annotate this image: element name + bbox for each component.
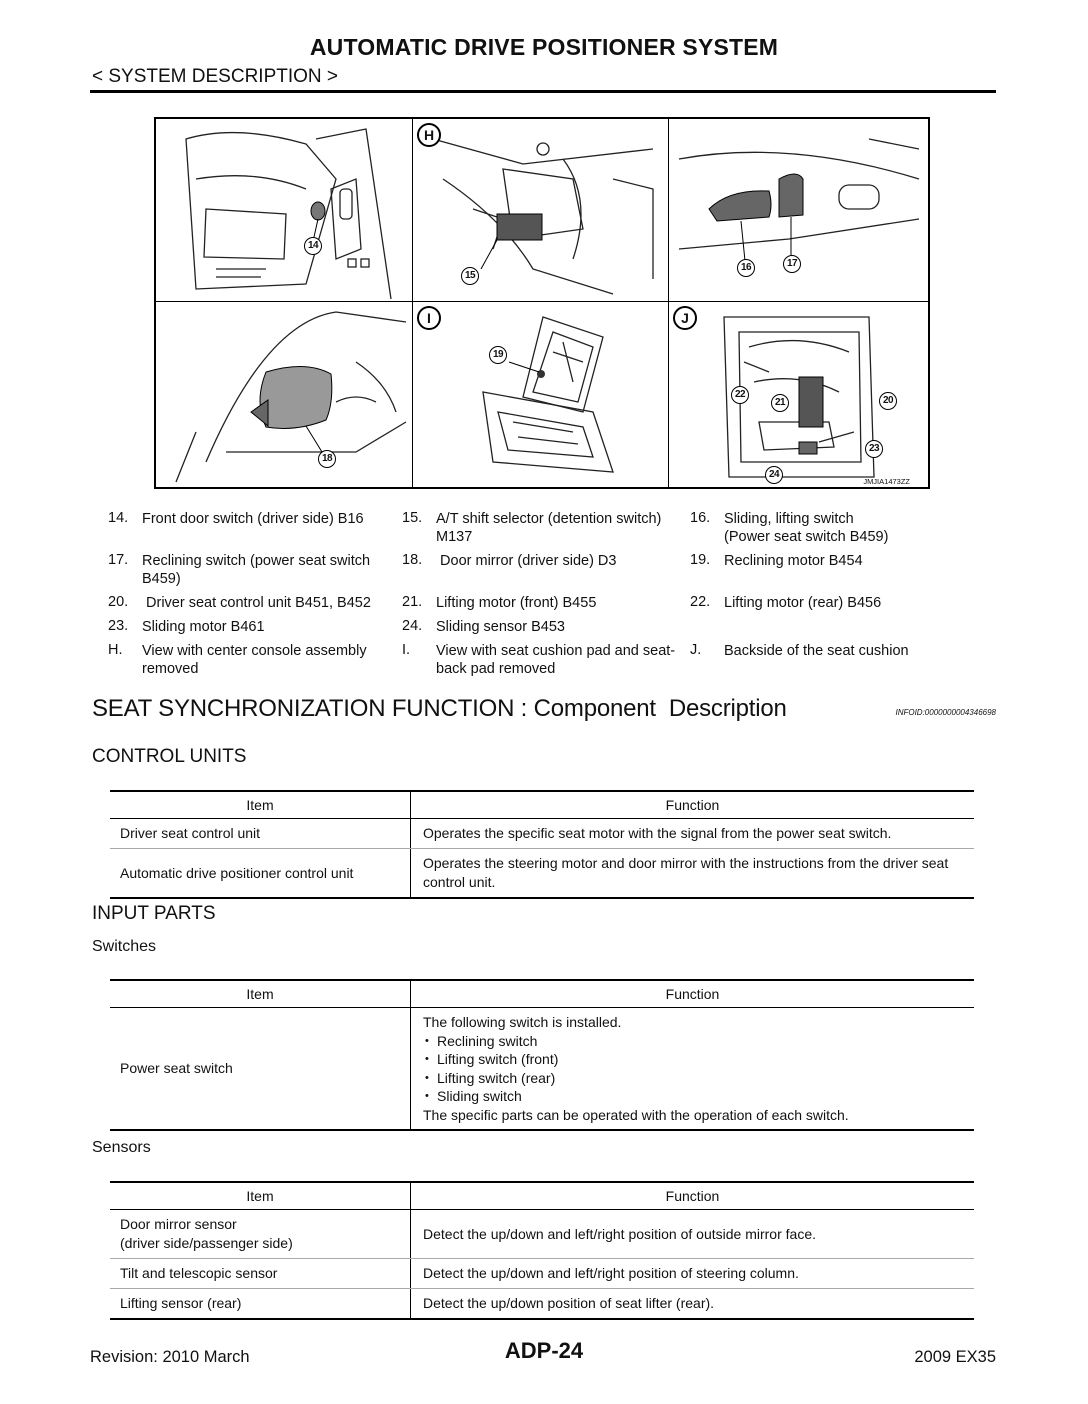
legend-row [108,618,928,636]
legend-item: 21. Lifting motor (front) B455 [402,594,597,611]
switch-list [423,1032,964,1106]
function-outro: The specific parts can be operated with the operation of each switch. [423,1106,849,1123]
function-section-title: SEAT SYNCHRONIZATION FUNCTION : Component Description [92,695,787,722]
function-cell [411,1008,975,1131]
component-location-figure [154,117,930,489]
list-item: • Lifting switch (front) [423,1050,964,1069]
function-cell: Operates the steering motor and door mirror with the instructions from the driver seat control unit. [411,849,975,899]
table-row [110,1008,974,1131]
table-row [110,1259,974,1289]
item-cell [110,1210,411,1259]
panel-h-console [413,119,668,301]
callout-23: 23 [865,440,883,458]
info-id: INFOID:0000000004346698 [895,708,996,717]
panel-door-mirror [156,302,412,489]
legend-row [108,594,928,612]
table-row [110,819,974,849]
section-header: < SYSTEM DESCRIPTION > [92,66,338,87]
table-row [110,849,974,899]
column-header-function: Function [411,1182,975,1210]
sensors-table [110,1181,974,1320]
legend-item: I. View with seat cushion pad and seat-back pad removed [402,642,676,677]
switches-heading: Switches [92,938,157,955]
item-cell: Tilt and telescopic sensor [110,1259,411,1289]
item-line: Door mirror sensor [120,1216,237,1232]
legend-item: 14. Front door switch (driver side) B16 [108,510,364,527]
item-cell: Driver seat control unit [110,819,411,849]
function-intro: The following switch is installed. [423,1014,622,1030]
table-row [110,1289,974,1320]
list-item: • Lifting switch (rear) [423,1069,964,1088]
seat-side-drawing [669,119,930,301]
control-units-table [110,790,974,899]
legend-item: 20. Driver seat control unit B451, B452 [108,594,371,611]
callout-22: 22 [731,386,749,404]
panel-label-i: I [417,306,441,330]
item-cell: Automatic drive positioner control unit [110,849,411,899]
table-row [110,1210,974,1259]
column-header-item: Item [110,980,411,1008]
legend-item: J. Backside of the seat cushion [690,642,909,659]
column-header-item: Item [110,791,411,819]
table-header-row [110,1182,974,1210]
door-drawing [156,119,412,301]
input-parts-heading: INPUT PARTS [92,903,216,924]
legend-row [108,552,928,588]
console-drawing [413,119,668,301]
list-item: • Sliding switch [423,1087,964,1106]
item-line: (driver side/passenger side) [120,1235,293,1251]
panel-j-seat-underside [669,302,930,489]
column-header-function: Function [411,791,975,819]
sensors-heading: Sensors [92,1139,151,1156]
legend-row [108,642,928,678]
function-cell: Detect the up/down position of seat lifter (rear). [411,1289,975,1320]
figure-legend [108,510,928,684]
callout-17: 17 [783,255,801,273]
page-title: AUTOMATIC DRIVE POSITIONER SYSTEM [309,34,779,60]
legend-item: 16. Sliding, lifting switch (Power seat switch B459) [690,510,889,545]
callout-14: 14 [304,237,322,255]
panel-seat-switches [669,119,930,301]
legend-item: 15. A/T shift selector (detention switch) M137 [402,510,662,545]
panel-i-seat-frame [413,302,668,489]
footer-revision: Revision: 2010 March [90,1348,250,1366]
legend-item: 18. Door mirror (driver side) D3 [402,552,617,569]
header-rule [90,90,996,93]
legend-item: 23. Sliding motor B461 [108,618,265,635]
control-units-heading: CONTROL UNITS [92,746,247,767]
function-cell: Operates the specific seat motor with the signal from the power seat switch. [411,819,975,849]
callout-15: 15 [461,267,479,285]
table-header-row [110,791,974,819]
figure-id: JMJIA1473ZZ [863,477,910,486]
footer-page-number: ADP-24 [504,1338,584,1363]
column-header-function: Function [411,980,975,1008]
panel-door-switch [156,119,412,301]
legend-item [690,618,928,636]
callout-20: 20 [879,392,897,410]
function-cell: Detect the up/down and left/right position of steering column. [411,1259,975,1289]
legend-item: 17. Reclining switch (power seat switch B459) [108,552,371,587]
legend-item: 19. Reclining motor B454 [690,552,863,569]
legend-item: H. View with center console assembly removed [108,642,367,677]
item-cell: Power seat switch [110,1008,411,1131]
legend-item: 24. Sliding sensor B453 [402,618,565,635]
list-item: • Reclining switch [423,1032,964,1051]
callout-24: 24 [765,466,783,484]
legend-row [108,510,928,546]
mirror-drawing [156,302,412,489]
function-cell: Detect the up/down and left/right position of outside mirror face. [411,1210,975,1259]
column-header-item: Item [110,1182,411,1210]
callout-16: 16 [737,259,755,277]
table-header-row [110,980,974,1008]
panel-label-h: H [417,123,441,147]
legend-item: 22. Lifting motor (rear) B456 [690,594,882,611]
callout-19: 19 [489,346,507,364]
callout-21: 21 [771,394,789,412]
panel-label-j: J [673,306,697,330]
item-cell: Lifting sensor (rear) [110,1289,411,1320]
footer-model: 2009 EX35 [914,1348,996,1366]
switches-table [110,979,974,1131]
callout-18: 18 [318,450,336,468]
seat-frame-drawing [413,302,668,489]
